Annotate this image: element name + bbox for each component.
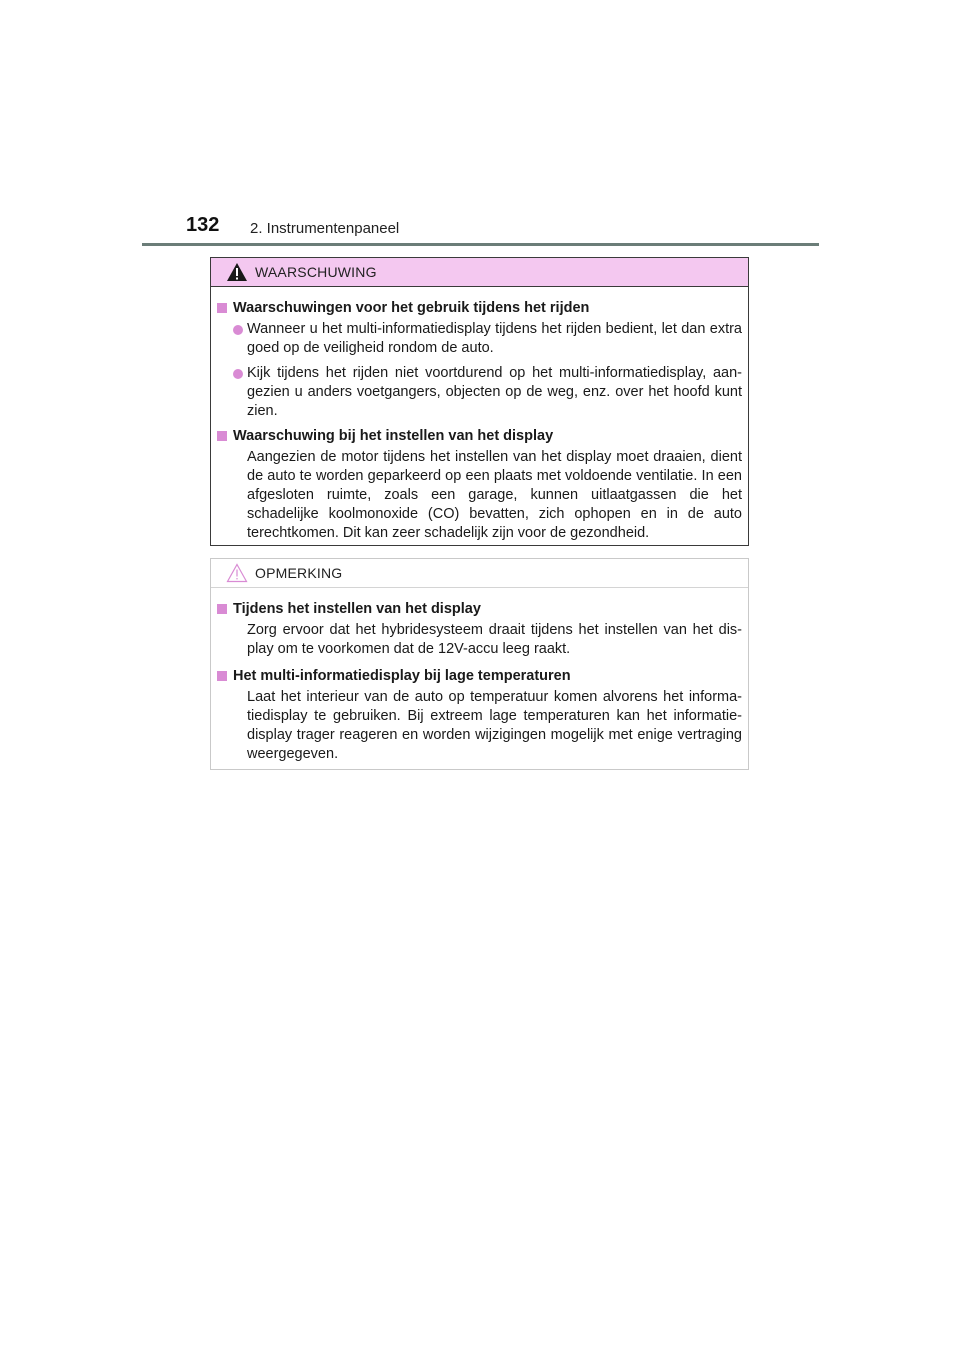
circle-bullet-icon: [233, 369, 243, 379]
notice-triangle-icon: [226, 563, 248, 583]
warning-box-header: [211, 258, 748, 287]
section-title: Waarschuwingen voor het gebruik tijdens het rijden: [217, 299, 742, 318]
notice-box-header: [211, 559, 748, 588]
section-title: Waarschuwing bij het instellen van het display: [217, 427, 742, 446]
section-title: Tijdens het instellen van het display: [217, 600, 742, 619]
section-text: Zorg ervoor dat het hybridesysteem draait tijdens het instellen van het dis-play om te voorkomen dat de 12V-accu leeg raakt.: [247, 622, 742, 657]
chapter-title: 2. Instrumentenpaneel: [250, 220, 400, 237]
warning-box-body: [211, 287, 748, 543]
section-text: Laat het interieur van de auto op temperatuur komen alvorens het informa-tiedisplay te gebruiken. Bij extreem lage temperaturen kan het informatie-display trager reageren en worden wijzigingen mogelijk met enige vertraging weergegeven.: [247, 689, 742, 762]
list-item: Wanneer u het multi-informatiedisplay tijdens het rijden bedient, let dan extra goed op de veiligheid rondom de auto.: [217, 320, 742, 358]
warning-title: WAARSCHUWING: [255, 264, 377, 280]
warning-triangle-icon: [226, 262, 248, 282]
warning-box: [210, 257, 749, 546]
header-rule: [142, 243, 819, 246]
square-bullet-icon: [217, 604, 227, 614]
square-bullet-icon: [217, 671, 227, 681]
list-item: Kijk tijdens het rijden niet voortdurend op het multi-informatiedisplay, aan-gezien u anders voetgangers, objecten op de weg, enz. over het hoofd kunt zien.: [217, 364, 742, 421]
circle-bullet-icon: [233, 325, 243, 335]
notice-title: OPMERKING: [255, 565, 343, 581]
square-bullet-icon: [217, 303, 227, 313]
section-title: Het multi-informatiedisplay bij lage temperaturen: [217, 667, 742, 686]
section-text: Aangezien de motor tijdens het instellen van het display moet draaien, dient de auto te worden geparkeerd op een plaats met voldoende ventilatie. In een afgesloten ruimte, zoals een garage, kunnen uitlaatgassen die het schadelijke koolmonoxide (CO) bevatten, zich ophopen en in de auto terechtkomen. Dit kan zeer schadelijk zijn voor de gezondheid.: [247, 449, 742, 541]
square-bullet-icon: [217, 431, 227, 441]
page-number: 132: [186, 214, 220, 236]
notice-box-body: [211, 588, 748, 764]
notice-box: [210, 558, 749, 770]
